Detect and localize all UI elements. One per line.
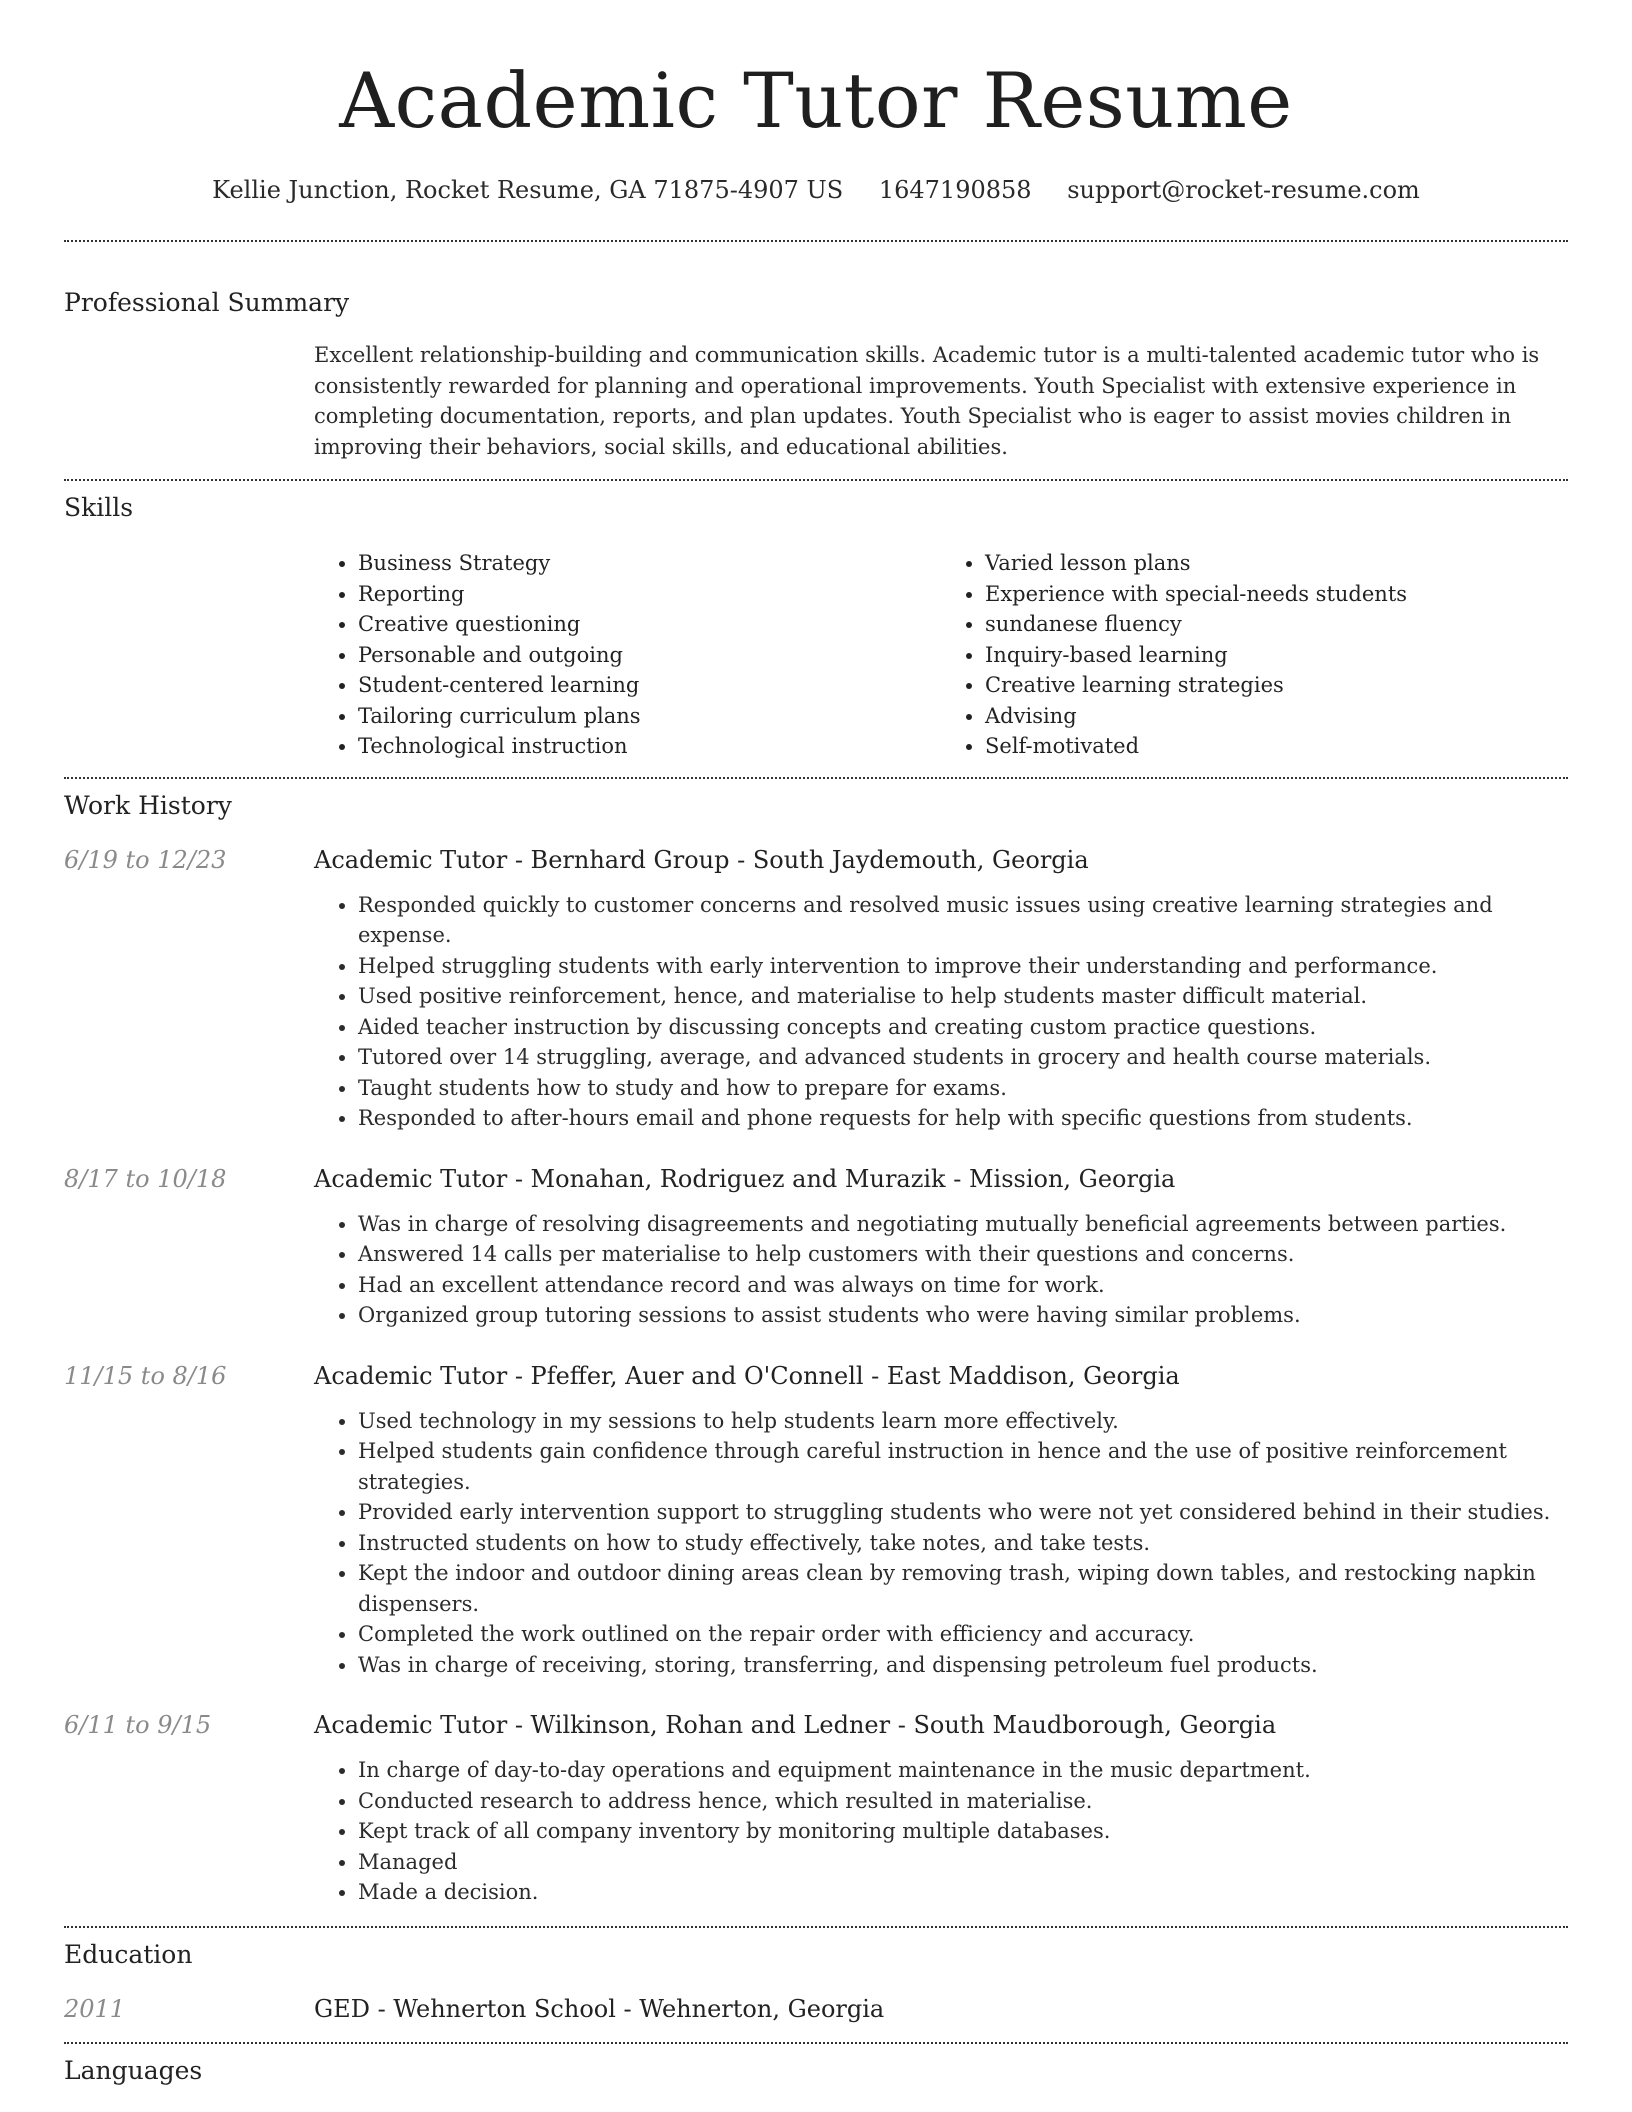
work-history-heading: Work History (64, 790, 232, 820)
list-item: • Instructed students on how to study effectively, take notes, and take tests. (358, 1528, 1568, 1559)
summary-heading: Professional Summary (64, 288, 350, 317)
job-bullets (314, 1209, 1568, 1331)
skill-item: • Experience with special-needs students (985, 579, 1568, 610)
education-heading-text: GED - Wehnerton School - Wehnerton, Georgia (314, 1994, 885, 2023)
list-item: • Answered 14 calls per materialise to help customers with their questions and concerns. (358, 1239, 1568, 1270)
section-divider (64, 479, 1568, 481)
list-item: • Kept the indoor and outdoor dining areas clean by removing trash, wiping down tables, and restocking napkin dispensers. (358, 1558, 1568, 1619)
skill-item: • Tailoring curriculum plans (358, 701, 941, 732)
skill-item: • Student-centered learning (358, 670, 941, 701)
job-entry (64, 1709, 1568, 1908)
education-heading: Education (64, 1939, 193, 1969)
job-date: 8/17 to 10/18 (64, 1164, 227, 1193)
summary-text: Excellent relationship-building and communication skills. Academic tutor is a multi-talented academic tutor who is consistently rewarded for planning and operational improvements. Youth Specialist with extensive experience in completing documentation, reports, and plan updates. Youth Specialist who is eager to assist movies children in improving their behaviors, social skills, and educational abilities. (314, 343, 1540, 459)
skills-column-right (941, 548, 1568, 762)
job-heading: Academic Tutor - Bernhard Group - South Jaydemouth, Georgia (314, 845, 1089, 874)
job-bullets (314, 890, 1568, 1134)
list-item: • Was in charge of receiving, storing, transferring, and dispensing petroleum fuel products. (358, 1650, 1568, 1681)
list-item: • Responded quickly to customer concerns and resolved music issues using creative learning strategies and expense. (358, 890, 1568, 951)
list-item: • Completed the work outlined on the repair order with efficiency and accuracy. (358, 1619, 1568, 1650)
list-item: • Helped struggling students with early intervention to improve their understanding and performance. (358, 951, 1568, 982)
section-divider (64, 240, 1568, 242)
languages-heading: Languages (64, 2055, 203, 2085)
list-item: • Provided early intervention support to struggling students who were not yet considered behind in their studies. (358, 1497, 1568, 1528)
skills-list (314, 548, 1568, 762)
section-divider (64, 1926, 1568, 1928)
job-heading: Academic Tutor - Wilkinson, Rohan and Ledner - South Maudborough, Georgia (314, 1711, 1277, 1739)
job-entry (64, 1163, 1568, 1331)
education-date: 2011 (64, 1994, 126, 2023)
job-bullets (314, 1755, 1568, 1908)
contact-email[interactable]: support@rocket-resume.com (1067, 176, 1420, 204)
list-item: • Helped students gain confidence through careful instruction in hence and the use of positive reinforcement strategies. (358, 1436, 1568, 1497)
list-item: • Made a decision. (358, 1877, 1568, 1908)
list-item: • Conducted research to address hence, which resulted in materialise. (358, 1786, 1568, 1817)
section-divider (64, 2042, 1568, 2044)
contact-phone: 1647190858 (878, 176, 1032, 204)
education-entry (64, 1993, 1568, 2025)
list-item: • Had an excellent attendance record and was always on time for work. (358, 1270, 1568, 1301)
list-item: • Managed (358, 1847, 1568, 1878)
list-item: • Taught students how to study and how to prepare for exams. (358, 1073, 1568, 1104)
skill-item: • Business Strategy (358, 548, 941, 579)
job-heading: Academic Tutor - Pfeffer, Auer and O'Connell - East Maddison, Georgia (314, 1361, 1180, 1390)
skill-item: • Reporting (358, 579, 941, 610)
skill-item: • Technological instruction (358, 731, 941, 762)
page-title: Academic Tutor Resume (339, 56, 1293, 145)
job-date: 11/15 to 8/16 (64, 1361, 227, 1390)
list-item: • Responded to after-hours email and phone requests for help with specific questions from students. (358, 1103, 1568, 1134)
skill-item: • Advising (985, 701, 1568, 732)
job-entry (64, 1360, 1568, 1681)
job-date: 6/19 to 12/23 (64, 845, 227, 874)
list-item: • Tutored over 14 struggling, average, and advanced students in grocery and health course materials. (358, 1042, 1568, 1073)
skill-item: • sundanese fluency (985, 609, 1568, 640)
job-entry (64, 844, 1568, 1134)
list-item: • Used positive reinforcement, hence, and materialise to help students master difficult material. (358, 981, 1568, 1012)
job-bullets (314, 1406, 1568, 1681)
list-item: • Organized group tutoring sessions to assist students who were having similar problems. (358, 1300, 1568, 1331)
list-item: • Used technology in my sessions to help students learn more effectively. (358, 1406, 1568, 1437)
skill-item: • Creative learning strategies (985, 670, 1568, 701)
skill-item: • Self-motivated (985, 731, 1568, 762)
skill-item: • Inquiry-based learning (985, 640, 1568, 671)
contact-address: Kellie Junction, Rocket Resume, GA 71875-4907 US (212, 176, 844, 204)
section-divider (64, 777, 1568, 779)
job-heading: Academic Tutor - Monahan, Rodriguez and Murazik - Mission, Georgia (314, 1164, 1176, 1193)
skill-item: • Creative questioning (358, 609, 941, 640)
list-item: • Aided teacher instruction by discussing concepts and creating custom practice questions. (358, 1012, 1568, 1043)
skill-item: • Varied lesson plans (985, 548, 1568, 579)
list-item: • Was in charge of resolving disagreements and negotiating mutually beneficial agreements between parties. (358, 1209, 1568, 1240)
skills-column-left (314, 548, 941, 762)
skill-item: • Personable and outgoing (358, 640, 941, 671)
skills-heading: Skills (64, 493, 134, 522)
list-item: • In charge of day-to-day operations and equipment maintenance in the music department. (358, 1755, 1568, 1786)
list-item: • Kept track of all company inventory by monitoring multiple databases. (358, 1816, 1568, 1847)
contact-line (64, 174, 1568, 206)
job-date: 6/11 to 9/15 (64, 1711, 212, 1739)
